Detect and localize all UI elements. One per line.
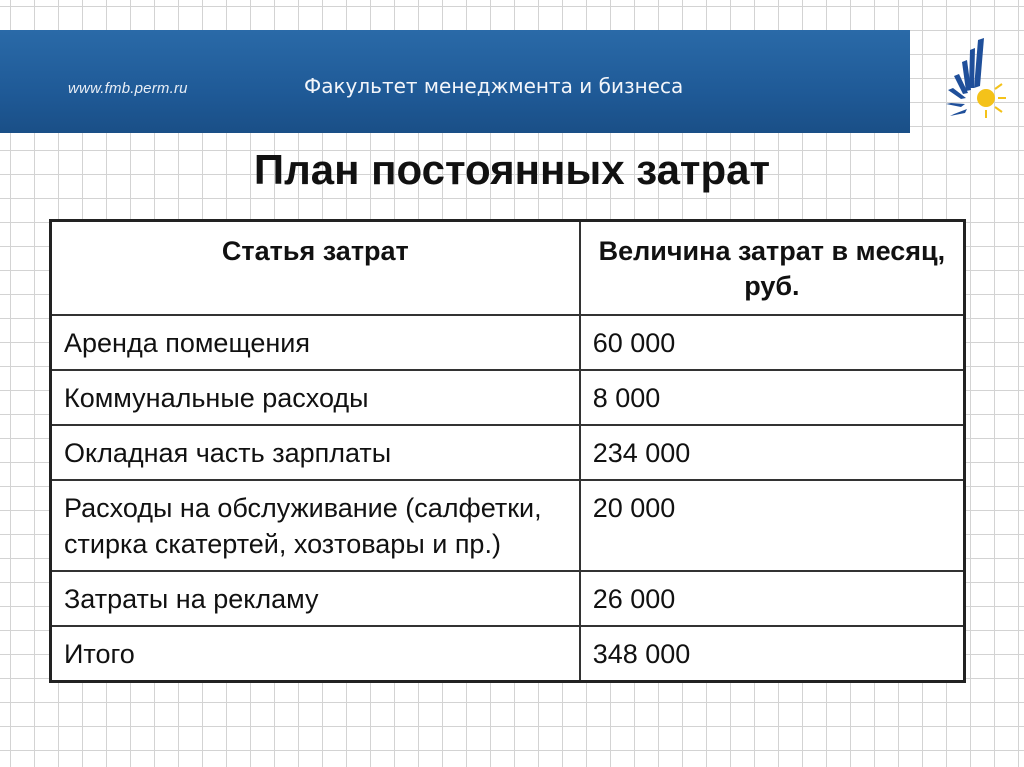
- table-row: [51, 480, 965, 570]
- column-header-item: Статья затрат: [51, 221, 580, 316]
- cost-item-cell: Затраты на рекламу: [51, 571, 580, 626]
- table-header-row: [51, 221, 965, 316]
- table-row: [51, 425, 965, 480]
- cost-value-cell: 234 000: [580, 425, 965, 480]
- cost-item-cell: Аренда помещения: [51, 315, 580, 370]
- table-row: [51, 370, 965, 425]
- cost-item-cell: Коммунальные расходы: [51, 370, 580, 425]
- total-value-cell: 348 000: [580, 626, 965, 682]
- cost-value-cell: 26 000: [580, 571, 965, 626]
- cost-value-cell: 20 000: [580, 480, 965, 570]
- cost-value-cell: 60 000: [580, 315, 965, 370]
- column-header-value: Величина затрат в месяц, руб.: [580, 221, 965, 316]
- university-logo-icon: [940, 36, 1010, 122]
- table-row-total: [51, 626, 965, 682]
- site-url: www.fmb.perm.ru: [68, 80, 188, 97]
- faculty-name: Факультет менеджмента и бизнеса: [304, 74, 684, 98]
- cost-item-cell: Окладная часть зарплаты: [51, 425, 580, 480]
- cost-item-cell: Расходы на обслуживание (салфетки, стирка скатертей, хозтовары и пр.): [51, 480, 580, 570]
- total-label-cell: Итого: [51, 626, 580, 682]
- slide-title: План постоянных затрат: [253, 146, 771, 193]
- table-row: [51, 315, 965, 370]
- cost-value-cell: 8 000: [580, 370, 965, 425]
- fixed-costs-table: [49, 219, 966, 683]
- table-row: [51, 571, 965, 626]
